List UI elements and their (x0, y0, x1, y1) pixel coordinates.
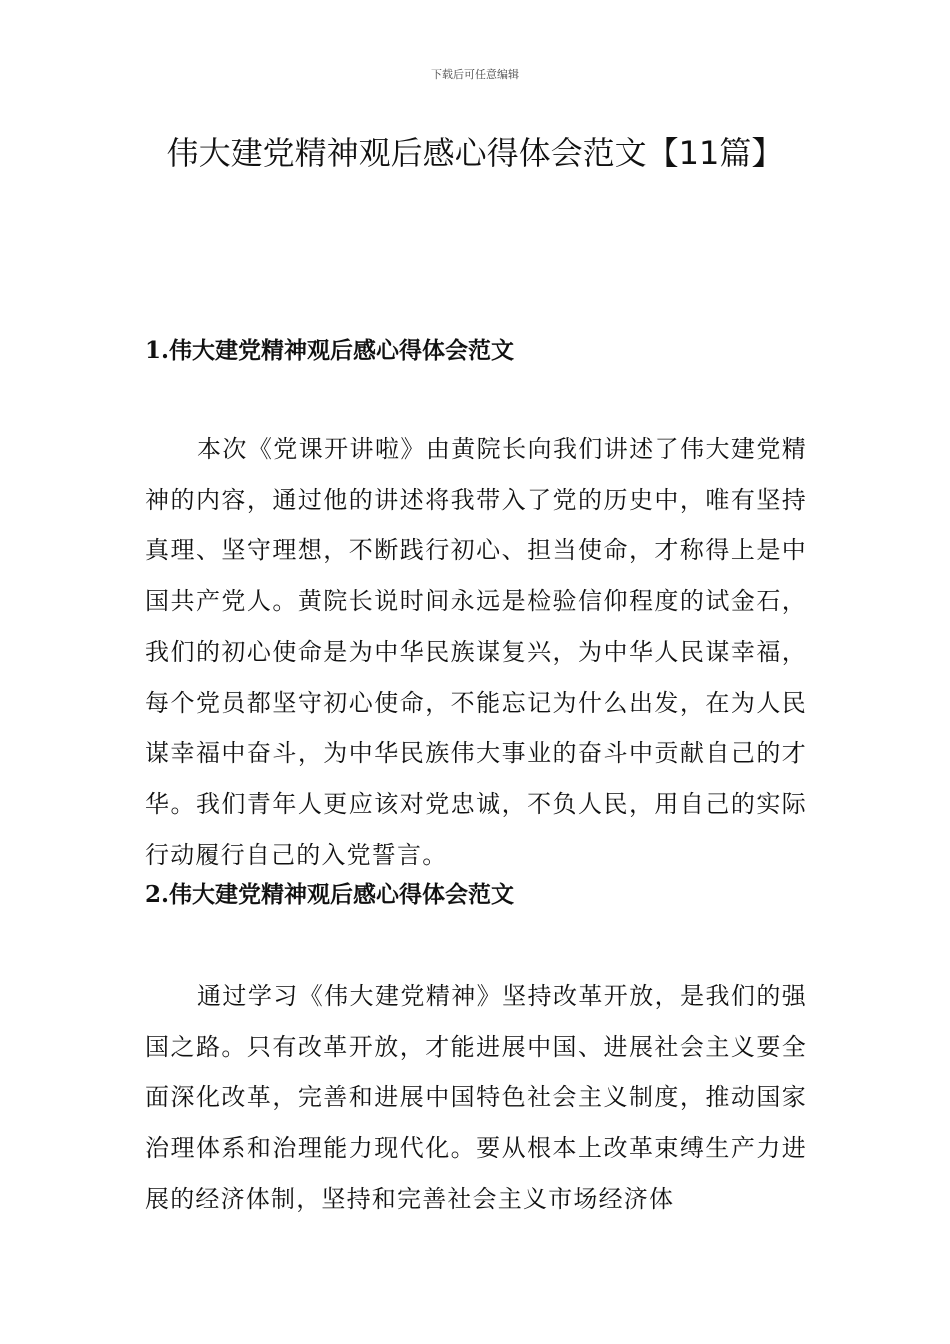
section-paragraph-2: 通过学习《伟大建党精神》坚持改革开放，是我们的强国之路。只有改革开放，才能进展中国、进展社会主义要全面深化改革，完善和进展中国特色社会主义制度，推动国家治理体系和治理能力现代化。要从根本上改革束缚生产力进展的经济体制，坚持和完善社会主义市场经济体 (145, 982, 807, 1213)
section-paragraph-1: 本次《党课开讲啦》由黄院长向我们讲述了伟大建党精神的内容，通过他的讲述将我带入了党的历史中，唯有坚持真理、坚守理想，不断践行初心、担当使命，才称得上是中国共产党人。黄院长说时间永远是检验信仰程度的试金石，我们的初心使命是为中华民族谋复兴，为中华人民谋幸福，每个党员都坚守初心使命，不能忘记为什么出发，在为人民谋幸福中奋斗，为中华民族伟大事业的奋斗中贡献自己的才华。我们青年人更应该对党忠诚，不负人民，用自己的实际行动履行自己的入党誓言。 (145, 435, 807, 869)
document-title: 伟大建党精神观后感心得体会范文【11篇】 (166, 134, 784, 172)
section-heading-2: 2.伟大建党精神观后感心得体会范文 (145, 881, 515, 908)
section-heading-1: 1.伟大建党精神观后感心得体会范文 (145, 337, 515, 364)
header-note: 下载后可任意编辑 (431, 68, 519, 81)
